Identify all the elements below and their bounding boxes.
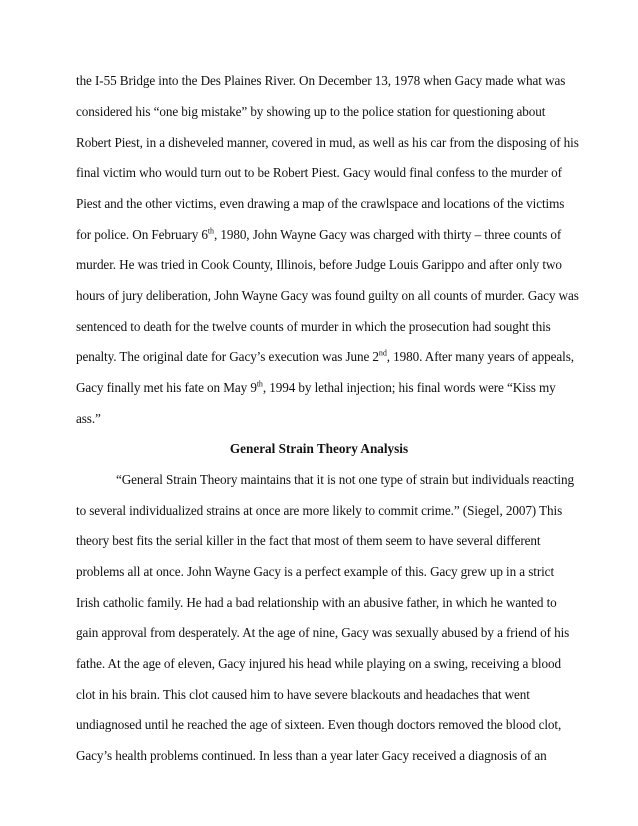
paragraph-line: undiagnosed until he reached the age of sixteen. Even though doctors removed the blood clot, [76, 717, 562, 732]
paragraph-line: considered his “one big mistake” by showing up to the police station for questioning about [76, 104, 546, 119]
paragraph-line: clot in his brain. This clot caused him to have severe blackouts and headaches that went [76, 687, 530, 702]
paragraph-line: final victim who would turn out to be Robert Piest. Gacy would final confess to the murder of [76, 165, 562, 180]
paragraph-line: Gacy’s health problems continued. In less than a year later Gacy received a diagnosis of an [76, 748, 547, 763]
paragraph-line: problems all at once. John Wayne Gacy is a perfect example of this. Gacy grew up in a strict [76, 564, 555, 579]
paragraph-line [76, 227, 561, 243]
paragraph-line [76, 380, 556, 396]
ordinal-superscript: th [207, 226, 214, 236]
paragraph-line: fathe. At the age of eleven, Gacy injured his head while playing on a swing, receiving a blood [76, 656, 561, 671]
ordinal-superscript: th [256, 379, 263, 389]
paragraph-line [76, 349, 574, 365]
paragraph-line: sentenced to death for the twelve counts of murder in which the prosecution had sought this [76, 319, 551, 334]
text-segment: penalty. The original date for Gacy’s execution was June 2 [76, 349, 379, 364]
paragraph-line: hours of jury deliberation, John Wayne Gacy was found guilty on all counts of murder. Gacy was [76, 288, 579, 303]
text-segment: Gacy finally met his fate on May 9 [76, 380, 257, 395]
text-segment: for police. On February 6 [76, 227, 208, 242]
paragraph-line: gain approval from desperately. At the age of nine, Gacy was sexually abused by a friend of his [76, 625, 570, 640]
paragraph-line: theory best fits the serial killer in the fact that most of them seem to have several different [76, 533, 541, 548]
text-segment: , 1980, John Wayne Gacy was charged with thirty – three counts of [213, 227, 562, 242]
paragraph-line: “General Strain Theory maintains that it is not one type of strain but individuals reacting [116, 472, 574, 487]
paragraph-line: Robert Piest, in a disheveled manner, covered in mud, as well as his car from the disposing of his [76, 135, 579, 150]
section-heading: General Strain Theory Analysis [229, 441, 409, 456]
paragraph-line: ass.” [76, 411, 101, 426]
ordinal-superscript: nd [378, 348, 387, 358]
paragraph-line: the I-55 Bridge into the Des Plaines River. On December 13, 1978 when Gacy made what was [76, 73, 566, 88]
text-segment: , 1980. After many years of appeals, [386, 349, 574, 364]
text-segment: , 1994 by lethal injection; his final words were “Kiss my [262, 380, 556, 395]
paragraph-line: Piest and the other victims, even drawing a map of the crawlspace and locations of the victims [76, 196, 565, 211]
paragraph-line: Irish catholic family. He had a bad relationship with an abusive father, in which he wanted to [76, 595, 557, 610]
paragraph-line: murder. He was tried in Cook County, Illinois, before Judge Louis Garippo and after only two [76, 257, 562, 272]
paragraph-line: to several individualized strains at once are more likely to commit crime.” (Siegel, 2007) This [76, 503, 563, 518]
